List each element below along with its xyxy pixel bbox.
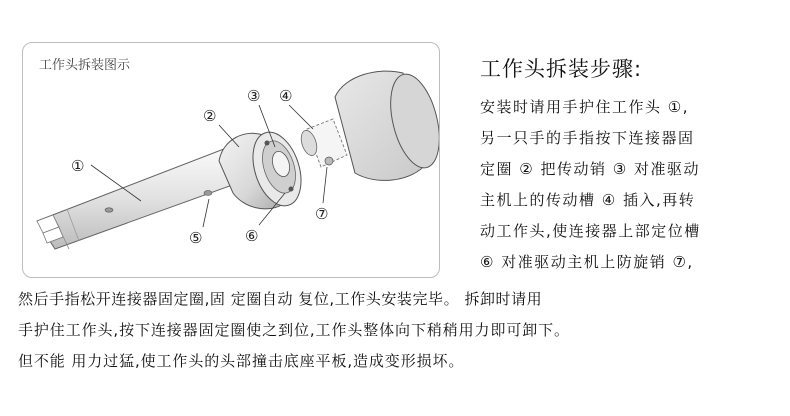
callout-2: ② bbox=[203, 107, 217, 125]
text-line: ⑥ 对准驱动主机上防旋销 ⑦, bbox=[480, 253, 694, 271]
text-line: 主机上的传动槽 ④ 插入,再转 bbox=[480, 191, 696, 209]
text-line: 另一只手的手指按下连接器固 bbox=[480, 129, 695, 147]
connector-collar-part bbox=[219, 126, 310, 212]
callout-1: ① bbox=[71, 157, 85, 175]
disassembly-diagram bbox=[22, 42, 440, 278]
text-line: 但不能 用力过猛,使工作头的头部撞击底座平板,造成变形损坏。 bbox=[18, 352, 465, 370]
diagram-title: 工作头拆装图示 bbox=[39, 58, 131, 73]
drive-motor-head bbox=[335, 69, 440, 180]
drive-socket-part bbox=[298, 119, 347, 167]
instructions-continued bbox=[18, 284, 788, 377]
text-line: 动工作头,使连接器上部定位槽 bbox=[480, 222, 701, 240]
assembly-illustration bbox=[23, 43, 440, 278]
text-line: 安装时请用手护住工作头 ①, bbox=[480, 98, 689, 116]
text-line: 手护住工作头,按下连接器固定圈使之到位,工作头整体向下稍稍用力即可卸下。 bbox=[18, 321, 570, 339]
callout-5: ⑤ bbox=[189, 229, 203, 247]
callout-3: ③ bbox=[247, 87, 261, 105]
text-line: 定圈 ② 把传动销 ③ 对准驱动 bbox=[480, 160, 700, 178]
callout-7: ⑦ bbox=[315, 205, 329, 223]
shaft-part bbox=[37, 147, 249, 249]
text-line: 然后手指松开连接器固定圈,固 定圈自动 复位,工作头安装完毕。 拆卸时请用 bbox=[18, 290, 543, 308]
page-title: 工作头拆装步骤: bbox=[480, 57, 643, 81]
callout-4: ④ bbox=[279, 87, 293, 105]
callout-6: ⑥ bbox=[245, 227, 259, 245]
instructions-side bbox=[480, 92, 780, 278]
